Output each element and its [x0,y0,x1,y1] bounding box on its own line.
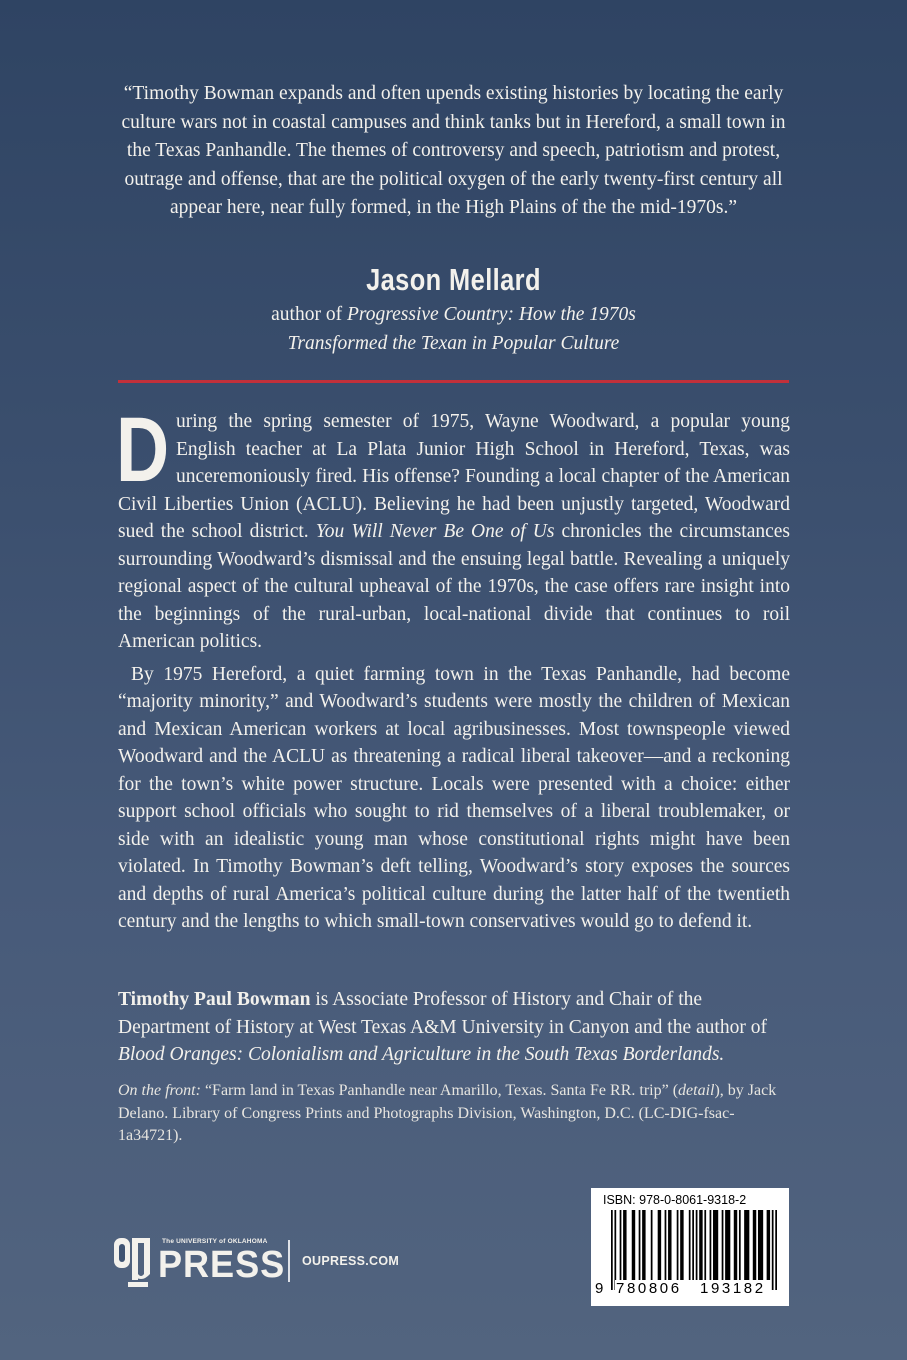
book-title-inline: You Will Never Be One of Us [315,521,555,542]
isbn-barcode [591,1188,789,1306]
barcode-bar [710,1210,712,1280]
author-bio-text: is Associate Professor of History and Chair of the Department of History at West Texas A&M University in Canyon and the author of [118,989,767,1038]
endorsement-quote: “Timothy Bowman expands and often upends existing histories by locating the early culture wars not in coastal campuses and think tanks but in Hereford, a small town in the Texas Panhandle. The themes of controversy and speech, patriotism and protest, outrage and offense, that are the political oxygen of the early twenty-first century all appear here, near fully formed, in the High Plains of the the mid-1970s.” [121,83,786,218]
barcode-bar [680,1210,683,1280]
publisher-name: PRESS [158,1244,286,1286]
publisher-university-line: The UNIVERSITY of OKLAHOMA [162,1238,268,1245]
barcode-bar [739,1210,741,1280]
cover-credit-label: On the front: [118,1082,201,1099]
barcode-bar [642,1210,645,1280]
barcode-bar [725,1210,730,1280]
description-p1-a: uring the spring semester of 1975, Wayne Woodward, a popular young English teacher at La Plata Junior High School in Hereford, Texas, was unceremoniously fired. His offense? Founding a local chapter of the American Civil Liberties Union (ACLU). Believing he had been unjustly targeted, Woodward sued the school district. [118,411,790,542]
description-paragraph-1 [116,399,791,656]
barcode-bar [639,1210,641,1280]
author-previous-book: Blood Oranges: Colonialism and Agriculture in the South Texas Borderlands. [118,1044,725,1065]
barcode-bar [696,1210,698,1280]
barcode-bar [775,1210,777,1290]
endorser-book-title-line2: Transformed the Texan in Popular Culture [287,333,620,354]
barcode-digits-right: 193182 [700,1280,766,1297]
barcode-bar [614,1210,616,1290]
book-description [116,399,791,941]
logo-divider [288,1240,290,1282]
drop-cap: D [116,399,170,501]
barcode-bar [677,1210,679,1280]
publisher-website: OUPRESS.COM [302,1254,400,1268]
description-paragraph-2: By 1975 Hereford, a quiet farming town in the Texas Panhandle, had become “majority minority,” and Woodward’s students were mostly the children of Mexican and Mexican American workers at local agribusinesses. Most townspeople viewed Woodward and the ACLU as threatening a radical liberal takeover—and a reckoning for the town’s white power structure. Locals were presented with a choice: either support school officials who sought to rid themselves of a liberal troublemaker, or side with an idealistic young man whose constitutional rights might have been violated. In Timothy Bowman’s deft telling, Woodward’s story exposes the sources and depths of rural America’s political culture during the latter half of the twentieth century and the lengths to which small-town conservatives would go to defend it. [118,663,790,932]
cover-credit-detail: detail [678,1082,715,1099]
cover-photo-credit [118,1080,790,1148]
endorser-name: Jason Mellard [366,262,541,297]
barcode-bar [611,1210,613,1290]
barcode-bar [722,1210,724,1280]
barcode-bar [713,1210,718,1280]
author-bio-name: Timothy Paul Bowman [118,989,311,1010]
barcode-bar [758,1210,763,1280]
endorser-credit [0,300,907,358]
barcode-bar [772,1210,774,1290]
barcode-digit-lead: 9 [595,1280,604,1297]
isbn-label: ISBN: 978-0-8061-9318-2 [603,1193,747,1207]
barcode-bar [692,1210,694,1280]
cover-credit-text-b: ), by Jack Delano. Library of Congress Prints and Photographs Division, Washington, D.C. (LC-DIG-fsac-1a34721). [118,1082,777,1144]
endorser-credit-prefix: author of [271,304,347,325]
author-bio [118,986,790,1069]
barcode-bar [704,1210,706,1280]
divider-rule [118,380,789,383]
barcode-bar [699,1210,702,1280]
barcode-bar [744,1210,749,1280]
barcode-bar [632,1210,635,1280]
endorser-book-title-line1: Progressive Country: How the 1970s [346,304,636,325]
barcode-bar [620,1210,622,1280]
cover-credit-text-a: “Farm land in Texas Panhandle near Amarillo, Texas. Santa Fe RR. trip” ( [200,1082,679,1099]
description-p1-b: chronicles the circumstances surrounding Woodward’s dismissal and the ensuing legal battle. Revealing a uniquely regional aspect of the cultural upheaval of the 1970s, the case offers rare insight into the beginnings of the rural-urban, local-national divide that continues to roil American politics. [118,521,791,652]
barcode-bar [689,1210,691,1280]
barcode-bar [623,1210,626,1280]
barcode-digits-left: 780806 [616,1280,682,1297]
publisher-logo [112,1232,432,1292]
barcode-bar [668,1210,671,1280]
barcode-bar [658,1210,661,1280]
ou-monogram-icon [112,1234,158,1290]
barcode-bar [651,1210,653,1280]
barcode-bar [753,1210,756,1280]
barcode-bar [734,1210,737,1280]
barcode-bar [767,1210,770,1280]
barcode-bar [665,1210,667,1280]
